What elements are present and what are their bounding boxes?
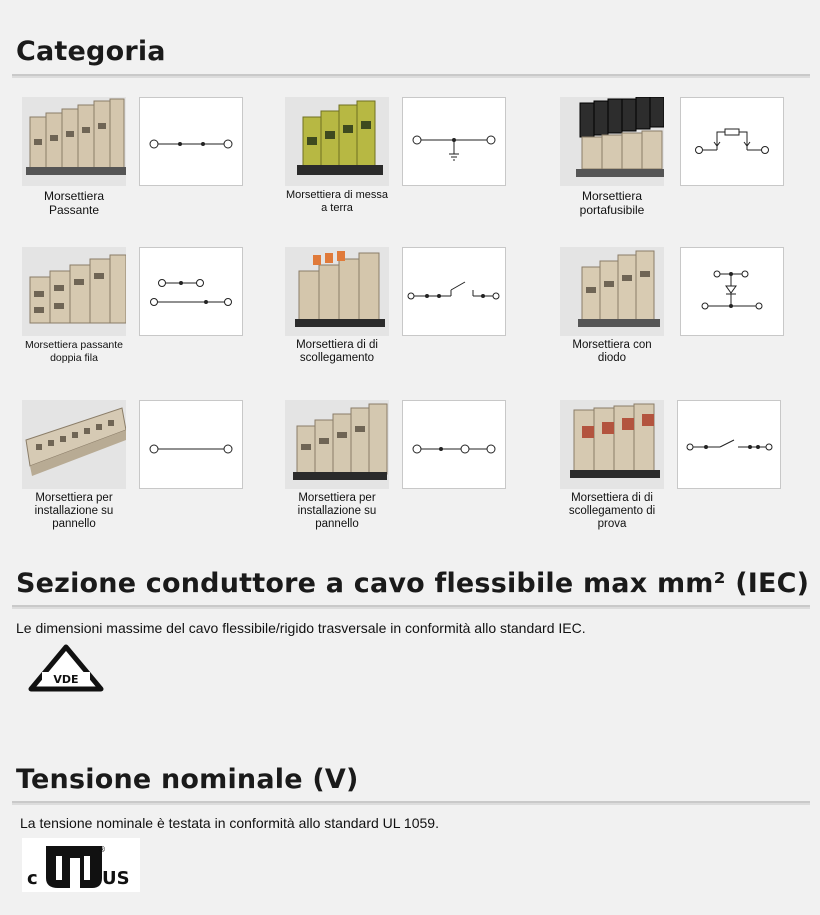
category-item-3[interactable]: [560, 97, 784, 227]
category-item-5[interactable]: [285, 247, 507, 377]
cul-logo-us: US: [102, 868, 130, 889]
test-disconnect-terminal-photo: [560, 400, 664, 489]
tensione-description: La tensione nominale è testata in conformità allo standard UL 1059.: [20, 815, 439, 831]
category-label: Morsettiera portafusibile: [579, 189, 645, 217]
category-item-2[interactable]: [285, 97, 507, 227]
diode-diagram: [680, 247, 784, 336]
category-label: Morsettiera di di scollegamento di prova: [568, 492, 656, 530]
ground-diagram: [402, 97, 506, 186]
fuse-diagram: [680, 97, 784, 186]
category-label: Morsettiera passante doppia fila: [24, 339, 124, 364]
sezione-title: Sezione conduttore a cavo flessibile max mm² (IEC): [16, 568, 810, 599]
diode-terminal-photo: [560, 247, 664, 336]
category-item-7[interactable]: [22, 400, 244, 540]
category-label: Morsettiera per installazione su pannello: [297, 492, 377, 530]
category-label: Morsettiera di di scollegamento: [296, 339, 378, 364]
disconnect-terminal-photo: [285, 247, 389, 336]
categoria-title: Categoria: [16, 36, 166, 67]
category-item-6[interactable]: [560, 247, 784, 377]
fuse-terminal-photo: [560, 97, 664, 186]
category-item-9[interactable]: [560, 400, 782, 540]
ground-terminal-photo: [285, 97, 389, 186]
category-label: Morsettiera per installazione su pannello: [34, 492, 114, 530]
categoria-divider: [12, 74, 810, 78]
sezione-divider: [12, 605, 810, 609]
feed-through-terminal-photo: [22, 97, 126, 186]
double-row-terminal-photo: [22, 247, 126, 336]
panel-line-diagram: [139, 400, 243, 489]
sezione-description: Le dimensioni massime del cavo flessibile/rigido trasversale in conformità allo standard IEC.: [16, 620, 586, 636]
category-label: Morsettiera Passante: [43, 189, 105, 217]
category-label: Morsettiera con diodo: [572, 339, 652, 364]
category-item-4[interactable]: [22, 247, 244, 377]
vde-logo-text: VDE: [53, 673, 79, 686]
disconnect-diagram: [402, 247, 506, 336]
cul-logo-c: c: [27, 868, 38, 889]
cul-us-logo: [22, 838, 140, 892]
cul-logo-registered: ®: [98, 845, 106, 854]
category-item-8[interactable]: [285, 400, 507, 540]
vde-logo: [28, 644, 104, 692]
test-disconnect-diagram: [677, 400, 781, 489]
tensione-title: Tensione nominale (V): [16, 764, 359, 795]
category-label: Morsettiera di messa a terra: [285, 189, 389, 214]
category-item-1[interactable]: [22, 97, 244, 227]
feed-through-diagram: [139, 97, 243, 186]
double-row-diagram: [139, 247, 243, 336]
panel-terminal-photo: [22, 400, 126, 489]
panel-dots-diagram: [402, 400, 506, 489]
panel-terminal-photo: [285, 400, 389, 489]
tensione-divider: [12, 801, 810, 805]
